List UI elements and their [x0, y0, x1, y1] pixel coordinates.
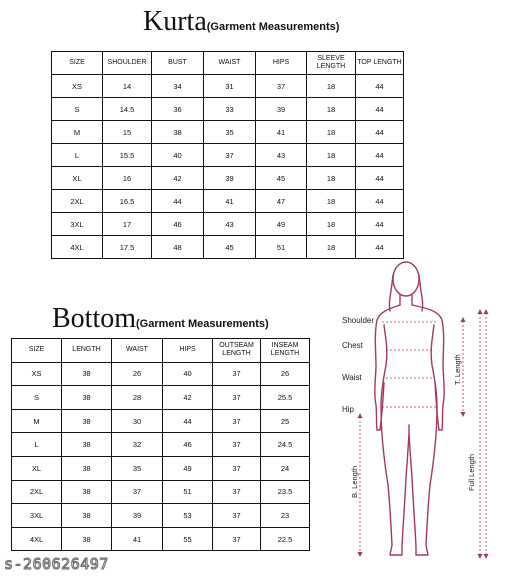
column-header: SIZE: [12, 339, 62, 363]
measurement-cell: 45: [256, 167, 307, 190]
measurement-cell: 43: [256, 144, 307, 167]
size-cell: 4XL: [52, 236, 103, 259]
watermark-id: s-260626497: [4, 555, 109, 573]
measurement-cell: 36: [152, 98, 204, 121]
measurement-cell: 22.5: [261, 527, 310, 551]
measurement-cell: 24: [261, 456, 310, 480]
measurement-cell: 41: [112, 527, 163, 551]
table-row: [12, 409, 310, 433]
measurement-cell: 44: [356, 167, 404, 190]
column-header: HIPS: [256, 52, 307, 75]
table-row: [52, 144, 404, 167]
hip-label: Hip: [342, 405, 355, 414]
table-header-row: [52, 52, 404, 75]
measurement-cell: 37: [213, 409, 261, 433]
measurement-cell: 53: [163, 504, 213, 528]
measurement-cell: 38: [62, 480, 112, 504]
size-cell: XS: [52, 75, 103, 98]
measurement-cell: 38: [62, 409, 112, 433]
measurement-cell: 35: [204, 121, 256, 144]
column-header: OUTSEAM LENGTH: [213, 339, 261, 363]
measurement-cell: 41: [256, 121, 307, 144]
kurta-size-table: [51, 51, 404, 259]
measurement-cell: 44: [152, 190, 204, 213]
size-cell: 3XL: [12, 504, 62, 528]
table-row: [52, 121, 404, 144]
measurement-cell: 44: [356, 121, 404, 144]
measurement-cell: 45: [204, 236, 256, 259]
measurement-cell: 26: [112, 362, 163, 386]
measurement-cell: 44: [356, 213, 404, 236]
measurement-cell: 49: [163, 456, 213, 480]
size-cell: M: [52, 121, 103, 144]
size-cell: M: [12, 409, 62, 433]
measurement-cell: 37: [213, 433, 261, 457]
size-cell: S: [52, 98, 103, 121]
measurement-cell: 18: [307, 167, 356, 190]
measurement-cell: 28: [112, 386, 163, 410]
table-row: [52, 213, 404, 236]
measurement-cell: 23.5: [261, 480, 310, 504]
measurement-cell: 38: [62, 456, 112, 480]
table-row: [52, 167, 404, 190]
waist-label: Waist: [342, 373, 362, 382]
measurement-cell: 35: [112, 456, 163, 480]
full-length-label: Full Length: [467, 453, 476, 491]
measurement-cell: 44: [356, 98, 404, 121]
measurement-cell: 30: [112, 409, 163, 433]
measurement-cell: 15: [103, 121, 152, 144]
size-cell: 2XL: [12, 480, 62, 504]
measurement-cell: 18: [307, 98, 356, 121]
table-row: [52, 75, 404, 98]
measurement-cell: 47: [256, 190, 307, 213]
measurement-cell: 32: [112, 433, 163, 457]
measurement-cell: 39: [256, 98, 307, 121]
measurement-cell: 31: [204, 75, 256, 98]
measurement-cell: 44: [163, 409, 213, 433]
measurement-cell: 37: [112, 480, 163, 504]
kurta-title: Kurta: [143, 6, 207, 37]
measurement-cell: 17.5: [103, 236, 152, 259]
measurement-cell: 18: [307, 121, 356, 144]
measurement-cell: 44: [356, 144, 404, 167]
column-header: TOP LENGTH: [356, 52, 404, 75]
measurement-cell: 18: [307, 236, 356, 259]
measurement-cell: 18: [307, 213, 356, 236]
measurement-cell: 23: [261, 504, 310, 528]
measurement-cell: 44: [356, 190, 404, 213]
size-cell: XL: [52, 167, 103, 190]
measurement-cell: 18: [307, 190, 356, 213]
measurement-cell: 18: [307, 144, 356, 167]
measurement-cell: 49: [256, 213, 307, 236]
shoulder-label: Shoulder: [342, 316, 375, 325]
size-cell: XL: [12, 456, 62, 480]
table-header-row: [12, 339, 310, 363]
measurement-cell: 48: [152, 236, 204, 259]
measurement-cell: 34: [152, 75, 204, 98]
measurement-cell: 37: [213, 527, 261, 551]
table-row: [12, 433, 310, 457]
measurement-cell: 38: [62, 504, 112, 528]
measurement-cell: 24.5: [261, 433, 310, 457]
size-cell: 2XL: [52, 190, 103, 213]
column-header: SHOULDER: [103, 52, 152, 75]
measurement-cell: 37: [213, 504, 261, 528]
measurement-cell: 37: [213, 456, 261, 480]
measurement-cell: 33: [204, 98, 256, 121]
size-cell: S: [12, 386, 62, 410]
table-row: [12, 527, 310, 551]
measurement-cell: 17: [103, 213, 152, 236]
head-outline: [393, 262, 419, 296]
column-header: INSEAM LENGTH: [261, 339, 310, 363]
column-header: LENGTH: [62, 339, 112, 363]
measurement-cell: 16.5: [103, 190, 152, 213]
measurement-cell: 25.5: [261, 386, 310, 410]
kurta-title-row: [143, 6, 339, 38]
kurta-subtitle: (Garment Measurements): [206, 21, 340, 33]
bottom-size-table: [11, 338, 310, 551]
measurement-cell: 37: [256, 75, 307, 98]
table-row: [12, 480, 310, 504]
measurement-cell: 14: [103, 75, 152, 98]
measurement-cell: 42: [152, 167, 204, 190]
measurement-cell: 38: [62, 433, 112, 457]
measurement-cell: 39: [204, 167, 256, 190]
size-cell: L: [52, 144, 103, 167]
size-cell: 3XL: [52, 213, 103, 236]
table-row: [12, 456, 310, 480]
b-length-label: B. Length: [350, 465, 359, 498]
measurement-cell: 51: [163, 480, 213, 504]
measurement-cell: 41: [204, 190, 256, 213]
measurement-cell: 42: [163, 386, 213, 410]
measurement-cell: 44: [356, 75, 404, 98]
measurement-cell: 37: [204, 144, 256, 167]
measurement-cell: 37: [213, 386, 261, 410]
measurement-cell: 39: [112, 504, 163, 528]
bottom-title: Bottom: [52, 303, 137, 334]
torso-outline: [381, 325, 437, 555]
measurement-cell: 46: [163, 433, 213, 457]
t-length-label: T. Length: [453, 354, 462, 385]
measurement-cell: 25: [261, 409, 310, 433]
size-cell: 4XL: [12, 527, 62, 551]
measurement-cell: 55: [163, 527, 213, 551]
measurement-cell: 37: [213, 362, 261, 386]
measurement-cell: 16: [103, 167, 152, 190]
measurement-cell: 38: [62, 527, 112, 551]
measurement-cell: 51: [256, 236, 307, 259]
chest-label: Chest: [342, 341, 363, 350]
bottom-title-row: [52, 303, 269, 335]
measurement-cell: 26: [261, 362, 310, 386]
measurement-cell: 40: [152, 144, 204, 167]
column-header: SIZE: [52, 52, 103, 75]
bottom-subtitle: (Garment Measurements): [136, 318, 269, 330]
column-header: WAIST: [112, 339, 163, 363]
measurement-cell: 38: [62, 386, 112, 410]
measurement-cell: 38: [152, 121, 204, 144]
measurement-cell: 14.5: [103, 98, 152, 121]
table-row: [12, 386, 310, 410]
table-row: [52, 98, 404, 121]
column-header: BUST: [152, 52, 204, 75]
measurement-cell: 40: [163, 362, 213, 386]
measurement-cell: 37: [213, 480, 261, 504]
measurement-cell: 44: [356, 236, 404, 259]
measurement-cell: 46: [152, 213, 204, 236]
column-header: HIPS: [163, 339, 213, 363]
column-header: WAIST: [204, 52, 256, 75]
column-header: SLEEVE LENGTH: [307, 52, 356, 75]
measurement-cell: 43: [204, 213, 256, 236]
measurement-cell: 38: [62, 362, 112, 386]
table-row: [12, 362, 310, 386]
table-row: [12, 504, 310, 528]
body-outline-diagram: [336, 255, 512, 571]
measurement-cell: 18: [307, 75, 356, 98]
size-cell: XS: [12, 362, 62, 386]
body-measurement-figure: [336, 255, 512, 571]
size-cell: L: [12, 433, 62, 457]
table-row: [52, 190, 404, 213]
measurement-arrowheads: [358, 309, 489, 559]
measurement-cell: 15.5: [103, 144, 152, 167]
